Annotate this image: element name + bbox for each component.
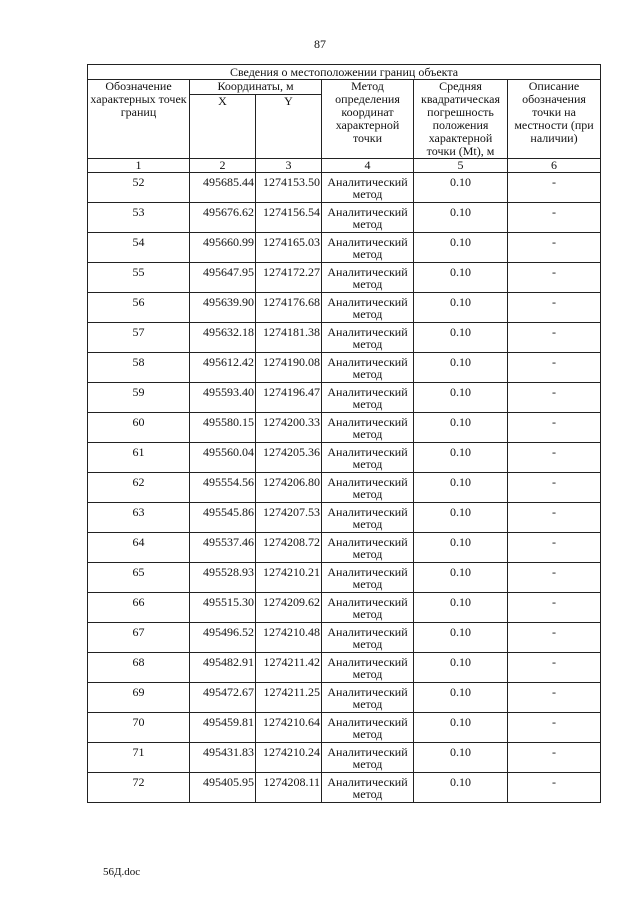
column-number: 3	[256, 159, 322, 173]
coord-x: 495639.90	[190, 293, 256, 323]
method-line: метод	[352, 547, 383, 561]
table-row	[88, 293, 601, 323]
method-cell	[322, 203, 414, 233]
table-row	[88, 503, 601, 533]
coord-y: 1274196.47	[256, 383, 322, 413]
description-value: -	[508, 503, 601, 533]
point-id: 70	[88, 713, 190, 743]
error-value: 0.10	[414, 443, 508, 473]
coord-x: 495528.93	[190, 563, 256, 593]
coord-x: 495647.95	[190, 263, 256, 293]
method-line: Аналитический	[327, 175, 408, 189]
table-title: Сведения о местоположении границ объекта	[88, 65, 601, 80]
error-value: 0.10	[414, 593, 508, 623]
table-row	[88, 533, 601, 563]
method-cell	[322, 653, 414, 683]
method-line: Аналитический	[327, 415, 408, 429]
method-line: Аналитический	[327, 625, 408, 639]
point-id: 56	[88, 293, 190, 323]
method-line: метод	[352, 277, 383, 291]
description-value: -	[508, 533, 601, 563]
description-value: -	[508, 323, 601, 353]
point-id: 53	[88, 203, 190, 233]
table-row	[88, 743, 601, 773]
error-value: 0.10	[414, 683, 508, 713]
method-cell	[322, 233, 414, 263]
coord-x: 495632.18	[190, 323, 256, 353]
error-value: 0.10	[414, 413, 508, 443]
coord-y: 1274190.08	[256, 353, 322, 383]
method-cell	[322, 173, 414, 203]
table-row	[88, 593, 601, 623]
method-line: метод	[352, 787, 383, 801]
point-id: 52	[88, 173, 190, 203]
coord-x: 495545.86	[190, 503, 256, 533]
method-cell	[322, 323, 414, 353]
coord-y: 1274153.50	[256, 173, 322, 203]
description-value: -	[508, 593, 601, 623]
column-number: 4	[322, 159, 414, 173]
error-value: 0.10	[414, 383, 508, 413]
method-line: метод	[352, 637, 383, 651]
table-row	[88, 563, 601, 593]
method-line: Аналитический	[327, 235, 408, 249]
coord-y: 1274209.62	[256, 593, 322, 623]
error-value: 0.10	[414, 203, 508, 233]
method-line: метод	[352, 427, 383, 441]
description-value: -	[508, 473, 601, 503]
method-line: метод	[352, 607, 383, 621]
coord-x: 495431.83	[190, 743, 256, 773]
method-line: Аналитический	[327, 325, 408, 339]
method-cell	[322, 473, 414, 503]
coord-x: 495459.81	[190, 713, 256, 743]
coord-y: 1274172.27	[256, 263, 322, 293]
table-row	[88, 323, 601, 353]
coord-x: 495472.67	[190, 683, 256, 713]
method-line: Аналитический	[327, 565, 408, 579]
error-value: 0.10	[414, 233, 508, 263]
description-value: -	[508, 773, 601, 803]
coord-y: 1274208.72	[256, 533, 322, 563]
table-row	[88, 623, 601, 653]
method-line: Аналитический	[327, 535, 408, 549]
method-cell	[322, 293, 414, 323]
method-line: Аналитический	[327, 685, 408, 699]
method-cell	[322, 713, 414, 743]
table-row	[88, 653, 601, 683]
coord-y: 1274176.68	[256, 293, 322, 323]
column-number: 6	[508, 159, 601, 173]
table-row	[88, 173, 601, 203]
description-value: -	[508, 173, 601, 203]
point-id: 59	[88, 383, 190, 413]
point-id: 58	[88, 353, 190, 383]
coord-y: 1274165.03	[256, 233, 322, 263]
point-id: 55	[88, 263, 190, 293]
error-value: 0.10	[414, 323, 508, 353]
method-line: метод	[352, 187, 383, 201]
coord-y: 1274211.42	[256, 653, 322, 683]
coord-y: 1274210.64	[256, 713, 322, 743]
description-value: -	[508, 233, 601, 263]
coord-x: 495405.95	[190, 773, 256, 803]
coord-x: 495660.99	[190, 233, 256, 263]
footer-filename: 56Д.doc	[103, 866, 141, 878]
method-line: Аналитический	[327, 385, 408, 399]
coord-y: 1274207.53	[256, 503, 322, 533]
error-value: 0.10	[414, 623, 508, 653]
method-line: Аналитический	[327, 775, 408, 789]
coord-x: 495554.56	[190, 473, 256, 503]
method-cell	[322, 743, 414, 773]
coord-x: 495580.15	[190, 413, 256, 443]
method-line: Аналитический	[327, 265, 408, 279]
description-value: -	[508, 623, 601, 653]
boundary-table	[87, 64, 601, 803]
point-id: 64	[88, 533, 190, 563]
method-cell	[322, 623, 414, 653]
method-line: метод	[352, 697, 383, 711]
header-x: X	[190, 95, 256, 159]
method-line: метод	[352, 517, 383, 531]
method-line: Аналитический	[327, 505, 408, 519]
point-id: 54	[88, 233, 190, 263]
description-value: -	[508, 443, 601, 473]
point-id: 72	[88, 773, 190, 803]
coord-x: 495496.52	[190, 623, 256, 653]
error-value: 0.10	[414, 743, 508, 773]
page-number: 87	[314, 37, 326, 51]
method-line: Аналитический	[327, 745, 408, 759]
coord-y: 1274208.11	[256, 773, 322, 803]
method-line: Аналитический	[327, 295, 408, 309]
method-line: метод	[352, 397, 383, 411]
method-cell	[322, 383, 414, 413]
coord-x: 495593.40	[190, 383, 256, 413]
method-line: метод	[352, 457, 383, 471]
header-y: Y	[256, 95, 322, 159]
table-row	[88, 413, 601, 443]
point-id: 66	[88, 593, 190, 623]
coord-y: 1274211.25	[256, 683, 322, 713]
method-cell	[322, 563, 414, 593]
method-cell	[322, 683, 414, 713]
description-value: -	[508, 683, 601, 713]
description-value: -	[508, 263, 601, 293]
table-row	[88, 233, 601, 263]
method-line: метод	[352, 487, 383, 501]
point-id: 60	[88, 413, 190, 443]
method-line: метод	[352, 217, 383, 231]
error-value: 0.10	[414, 533, 508, 563]
coord-x: 495560.04	[190, 443, 256, 473]
method-line: метод	[352, 367, 383, 381]
description-value: -	[508, 353, 601, 383]
coord-y: 1274210.21	[256, 563, 322, 593]
method-line: Аналитический	[327, 715, 408, 729]
table-row	[88, 203, 601, 233]
error-value: 0.10	[414, 773, 508, 803]
description-value: -	[508, 653, 601, 683]
coord-y: 1274181.38	[256, 323, 322, 353]
table-row	[88, 263, 601, 293]
error-value: 0.10	[414, 263, 508, 293]
method-line: метод	[352, 307, 383, 321]
method-line: Аналитический	[327, 355, 408, 369]
method-line: метод	[352, 667, 383, 681]
point-id: 65	[88, 563, 190, 593]
coord-y: 1274200.33	[256, 413, 322, 443]
method-cell	[322, 263, 414, 293]
method-cell	[322, 533, 414, 563]
method-line: Аналитический	[327, 655, 408, 669]
description-value: -	[508, 383, 601, 413]
column-number: 2	[190, 159, 256, 173]
table-row	[88, 383, 601, 413]
point-id: 71	[88, 743, 190, 773]
method-cell	[322, 503, 414, 533]
error-value: 0.10	[414, 173, 508, 203]
method-line: метод	[352, 337, 383, 351]
point-id: 62	[88, 473, 190, 503]
coord-x: 495482.91	[190, 653, 256, 683]
point-id: 61	[88, 443, 190, 473]
method-cell	[322, 773, 414, 803]
method-cell	[322, 413, 414, 443]
description-value: -	[508, 203, 601, 233]
method-cell	[322, 353, 414, 383]
error-value: 0.10	[414, 353, 508, 383]
error-value: 0.10	[414, 293, 508, 323]
method-cell	[322, 593, 414, 623]
point-id: 69	[88, 683, 190, 713]
header-point: Обозначение характерных точек границ	[88, 80, 190, 159]
coord-y: 1274210.48	[256, 623, 322, 653]
error-value: 0.10	[414, 563, 508, 593]
header-coords: Координаты, м	[190, 80, 322, 95]
method-line: Аналитический	[327, 475, 408, 489]
error-value: 0.10	[414, 473, 508, 503]
method-line: Аналитический	[327, 595, 408, 609]
method-line: метод	[352, 727, 383, 741]
method-line: метод	[352, 757, 383, 771]
method-line: метод	[352, 247, 383, 261]
error-value: 0.10	[414, 653, 508, 683]
point-id: 67	[88, 623, 190, 653]
column-number: 5	[414, 159, 508, 173]
point-id: 57	[88, 323, 190, 353]
description-value: -	[508, 413, 601, 443]
method-line: метод	[352, 577, 383, 591]
coord-x: 495685.44	[190, 173, 256, 203]
description-value: -	[508, 293, 601, 323]
coord-y: 1274210.24	[256, 743, 322, 773]
method-line: Аналитический	[327, 445, 408, 459]
coord-x: 495515.30	[190, 593, 256, 623]
table-row	[88, 773, 601, 803]
coord-y: 1274156.54	[256, 203, 322, 233]
header-description: Описание обозначения точки на местности (при наличии)	[508, 80, 601, 159]
coord-y: 1274205.36	[256, 443, 322, 473]
coord-x: 495537.46	[190, 533, 256, 563]
table-row	[88, 713, 601, 743]
column-number: 1	[88, 159, 190, 173]
table-row	[88, 353, 601, 383]
table-row	[88, 683, 601, 713]
coord-x: 495676.62	[190, 203, 256, 233]
point-id: 63	[88, 503, 190, 533]
description-value: -	[508, 563, 601, 593]
coord-y: 1274206.80	[256, 473, 322, 503]
table-row	[88, 443, 601, 473]
error-value: 0.10	[414, 713, 508, 743]
description-value: -	[508, 743, 601, 773]
coord-x: 495612.42	[190, 353, 256, 383]
description-value: -	[508, 713, 601, 743]
table-row	[88, 473, 601, 503]
method-cell	[322, 443, 414, 473]
method-line: Аналитический	[327, 205, 408, 219]
header-error: Средняя квадратическая погрешность положения характерной точки (Mt), м	[414, 80, 508, 159]
error-value: 0.10	[414, 503, 508, 533]
header-method: Метод определения координат характерной точки	[322, 80, 414, 159]
point-id: 68	[88, 653, 190, 683]
